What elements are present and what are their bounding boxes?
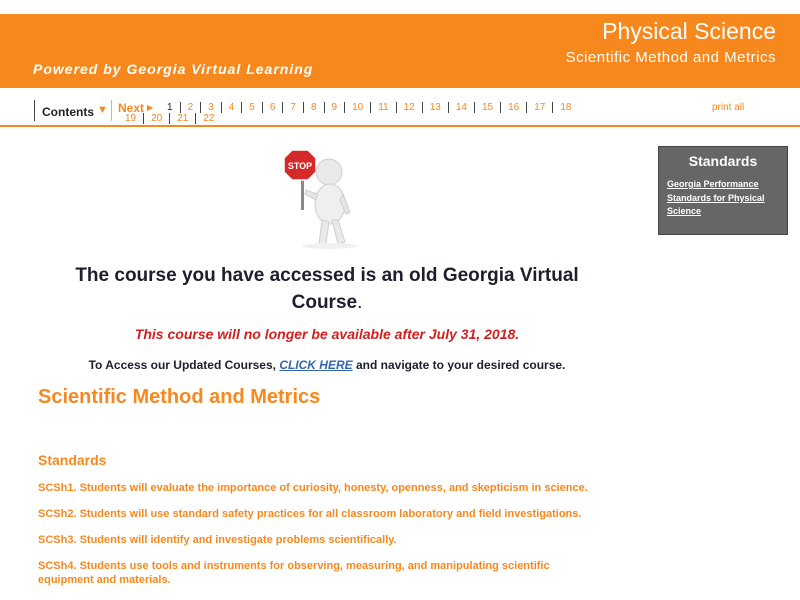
course-subtitle: Scientific Method and Metrics xyxy=(565,49,776,66)
chevron-down-icon: ▼ xyxy=(97,104,108,116)
page-link[interactable]: 4 xyxy=(221,102,242,113)
page-link[interactable]: 22 xyxy=(195,113,221,124)
availability-warning: This course will no longer be available after July 31, 2018. xyxy=(134,326,520,342)
contents-label: Contents xyxy=(42,105,94,119)
page-link[interactable]: 11 xyxy=(370,102,395,113)
page-navigation xyxy=(0,96,800,127)
access-instructions xyxy=(38,358,616,372)
standards-heading: Standards xyxy=(38,452,107,468)
page-link[interactable]: 12 xyxy=(396,102,422,113)
standard-item: SCSh1. Students will evaluate the importance of curiosity, honesty, openness, and skepticism in science. xyxy=(38,482,588,494)
page-link[interactable]: 3 xyxy=(200,102,221,113)
page-link[interactable]: 8 xyxy=(303,102,324,113)
print-all-link[interactable]: print all xyxy=(712,102,745,113)
page-link[interactable]: 6 xyxy=(262,102,283,113)
page-link[interactable]: 7 xyxy=(282,102,303,113)
page-link[interactable]: 18 xyxy=(552,102,578,113)
page-link[interactable]: 16 xyxy=(500,102,526,113)
standard-item: SCSh2. Students will use standard safety practices for all classroom laboratory and field investigations. xyxy=(38,508,582,520)
notice-title-period: . xyxy=(357,292,363,313)
next-button[interactable]: Next xyxy=(118,101,145,115)
georgia-standards-link[interactable]: Georgia Performance Standards for Physical Science xyxy=(667,179,765,216)
page-link[interactable]: 19 xyxy=(125,113,137,124)
access-suffix: and navigate to your desired course. xyxy=(352,358,566,372)
page-link[interactable]: 21 xyxy=(169,113,195,124)
click-here-link[interactable]: CLICK HERE xyxy=(279,358,353,372)
page-link[interactable]: 14 xyxy=(448,102,474,113)
page-title: Scientific Method and Metrics xyxy=(38,386,321,408)
page-link[interactable]: 17 xyxy=(526,102,552,113)
course-title: Physical Science xyxy=(602,18,776,44)
stop-sign-text: STOP xyxy=(287,161,313,171)
page-link[interactable]: 2 xyxy=(180,102,201,113)
page-link[interactable]: 15 xyxy=(474,102,500,113)
page-link[interactable]: 9 xyxy=(324,102,345,113)
stop-sign-figure-icon xyxy=(272,142,378,250)
standards-sidebar xyxy=(658,146,788,235)
page-link[interactable]: 5 xyxy=(241,102,262,113)
site-header xyxy=(0,14,800,88)
sidebar-title: Standards xyxy=(688,153,758,169)
page-link[interactable]: 10 xyxy=(344,102,370,113)
old-course-notice xyxy=(38,262,616,316)
brand-tagline: Powered by Georgia Virtual Learning xyxy=(33,61,314,77)
page-link[interactable]: 20 xyxy=(143,113,169,124)
page-link-current: 1 xyxy=(167,102,173,113)
notice-title-text: The course you have accessed is an old Georgia Virtual Course xyxy=(75,265,579,313)
access-prefix: To Access our Updated Courses, xyxy=(88,358,280,372)
contents-dropdown[interactable] xyxy=(34,100,112,121)
standard-item: SCSh3. Students will identify and investigate problems scientifically. xyxy=(38,534,397,546)
page-link[interactable]: 13 xyxy=(422,102,448,113)
standard-item: SCSh4. Students use tools and instruments for observing, measuring, and manipulating scientific equipment and materials. xyxy=(38,560,550,586)
arrow-right-icon[interactable]: ▶ xyxy=(147,103,154,112)
